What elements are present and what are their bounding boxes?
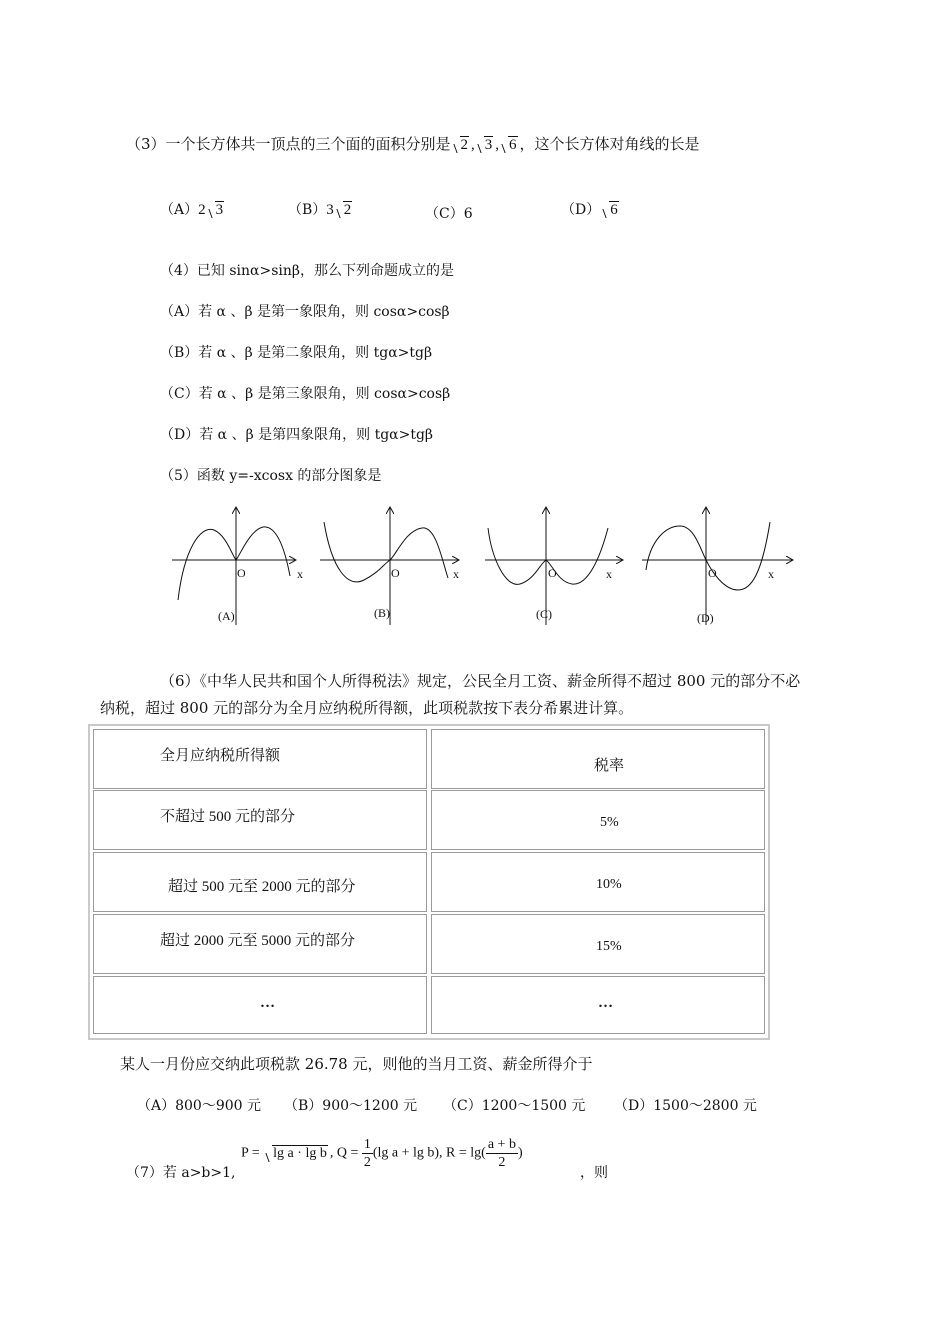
q3-radicals: 2 , 3 , 6 <box>451 137 520 153</box>
q4-stem: （4）已知 sinα>sinβ，那么下列命题成立的是 <box>160 263 454 279</box>
graph-d-axis: x <box>768 567 774 581</box>
q5-graphs <box>160 500 810 635</box>
table-row: 超过 2000 元至 5000 元的部分 <box>93 914 427 974</box>
table-row: 不超过 500 元的部分 <box>93 790 427 850</box>
q6-option-d: （D）1500～2800 元 <box>614 1098 757 1114</box>
graph-b-axis: x <box>453 567 459 581</box>
q3-stem <box>126 133 700 154</box>
q4-option-a: （A）若 α 、β 是第一象限角，则 cosα>cosβ <box>160 304 450 320</box>
graph-a-origin: O <box>237 566 246 580</box>
q7-prefix: （7）若 a>b>1, <box>126 1165 236 1181</box>
q4-option-b: （B）若 α 、β 是第二象限角，则 tgα>tgβ <box>160 345 433 361</box>
graph-d-origin: O <box>708 566 717 580</box>
graph-c-label: (C) <box>536 607 552 621</box>
q3-option-a: （A）2 3 <box>160 202 224 218</box>
table-row: 超过 500 元至 2000 元的部分 <box>93 852 427 912</box>
table-row: 15% <box>431 914 765 974</box>
table-header-income: 全月应纳税所得额 <box>93 729 427 789</box>
q7-formula: P = lg a · lg b , Q = $\frac{1}{2}$ (lg a + lg b), R = lg( $\frac{a + b}{2}$ ) <box>241 1137 523 1170</box>
q6-question: 某人一月份应交纳此项税款 26.78 元，则他的当月工资、薪金所得介于 <box>120 1055 593 1073</box>
q3-suffix: ，这个长方体对角线的长是 <box>519 135 700 153</box>
graph-c-origin: O <box>548 566 557 580</box>
q3-option-d: （D） 6 <box>561 202 618 218</box>
q6-option-a: （A）800～900 元 <box>137 1098 262 1114</box>
graph-c-axis: x <box>606 567 612 581</box>
q3-prefix: （3）一个长方体共一顶点的三个面的面积分别是 <box>126 135 451 153</box>
q6-stem-line1: （6）《中华人民共和国个人所得税法》规定，公民全月工资、薪金所得不超过 800 元的部分不必 <box>160 672 801 690</box>
table-row: … <box>93 976 427 1034</box>
graph-d-label: (D) <box>697 611 714 625</box>
graph-b-label: (B) <box>374 606 390 620</box>
q6-stem-line2: 纳税，超过 800 元的部分为全月应纳税所得额，此项税款按下表分希累进计算。 <box>100 699 634 717</box>
q6-option-b: （B）900～1200 元 <box>284 1098 418 1114</box>
graph-a-axis: x <box>297 567 303 581</box>
graph-a <box>172 508 295 625</box>
table-row: 5% <box>431 790 765 850</box>
q4-option-d: （D）若 α 、β 是第四象限角，则 tgα>tgβ <box>160 427 434 443</box>
graph-b-origin: O <box>391 566 400 580</box>
graph-a-label: (A) <box>218 609 235 623</box>
table-row: … <box>431 976 765 1034</box>
q6-option-c: （C）1200～1500 元 <box>443 1098 586 1114</box>
q7-suffix: ，则 <box>580 1165 608 1181</box>
table-row: 10% <box>431 852 765 912</box>
tax-rate-table <box>88 724 770 1040</box>
q5-stem: （5）函数 y=-xcosx 的部分图象是 <box>160 468 382 484</box>
table-header-rate: 税率 <box>431 729 765 789</box>
q4-option-c: （C）若 α 、β 是第三象限角，则 cosα>cosβ <box>160 386 451 402</box>
q3-option-b: （B）3 2 <box>288 202 352 218</box>
q3-option-c: （C）6 <box>425 206 473 222</box>
